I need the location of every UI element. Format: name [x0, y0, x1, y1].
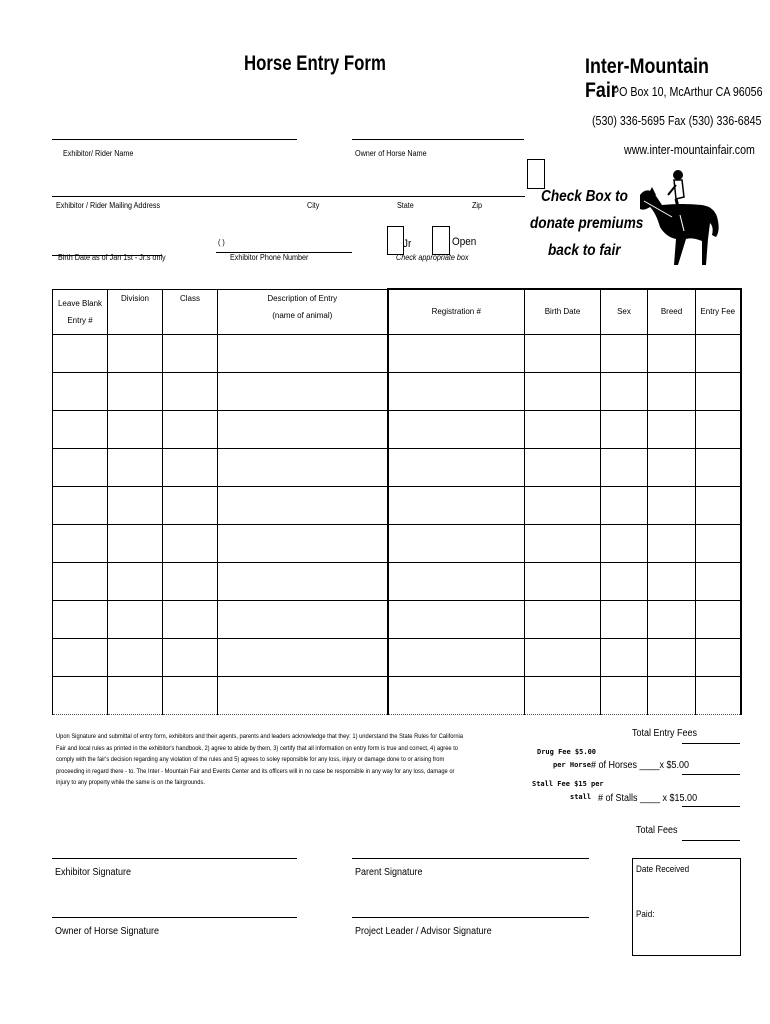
parent-signature-label: Parent Signature: [355, 867, 423, 878]
registration-cell[interactable]: [388, 334, 525, 372]
sex-cell[interactable]: [601, 410, 648, 448]
open-label: Open: [452, 236, 477, 248]
entries-table: [52, 288, 742, 715]
legal-line: Fair and local rules as printed in the exhibitor's handbook, 2) agree to abide by them, 3) certify that all information on entry form is true and correct, 4) agree to: [56, 744, 459, 752]
table-row: [53, 638, 741, 676]
entry-no-cell[interactable]: [53, 600, 108, 638]
birth-date-cell[interactable]: [525, 638, 601, 676]
breed-cell[interactable]: [648, 524, 696, 562]
breed-cell[interactable]: [648, 676, 696, 714]
entry-fee-cell[interactable]: [696, 638, 741, 676]
sex-cell[interactable]: [601, 638, 648, 676]
legal-line: proceeding in regard there - to. The Inter - Mountain Fair and Events Center and its officers will in no case be responsible in any way for any loss, damage or: [56, 767, 455, 775]
division-cell[interactable]: [108, 562, 163, 600]
birth-date-label: Birth Date as of Jan 1st - Jr.s only: [58, 253, 166, 262]
entry-fee-cell[interactable]: [696, 486, 741, 524]
birth-date-cell[interactable]: [525, 524, 601, 562]
birth-date-cell[interactable]: [525, 334, 601, 372]
description-cell[interactable]: [218, 638, 388, 676]
fair-phone: (530) 336-5695 Fax (530) 336-6845: [592, 113, 762, 128]
exhibitor-signature-line[interactable]: [52, 858, 297, 859]
entry-no-cell[interactable]: [53, 524, 108, 562]
col-description: [218, 289, 388, 334]
birth-date-cell[interactable]: [525, 410, 601, 448]
num-horses-label: # of Horses ____x $5.00: [591, 760, 690, 771]
owner-name-label: Owner of Horse Name: [355, 149, 427, 158]
breed-cell[interactable]: [648, 410, 696, 448]
date-received-label: Date Received: [636, 864, 690, 874]
registration-cell[interactable]: [388, 638, 525, 676]
col-class: Class: [163, 289, 218, 334]
registration-cell[interactable]: [388, 524, 525, 562]
class-cell[interactable]: [163, 638, 218, 676]
class-cell[interactable]: [163, 676, 218, 714]
legal-text: [56, 731, 479, 789]
breed-cell[interactable]: [648, 372, 696, 410]
registration-cell[interactable]: [388, 372, 525, 410]
open-checkbox[interactable]: [432, 226, 450, 255]
class-cell[interactable]: [163, 600, 218, 638]
description-cell[interactable]: [218, 600, 388, 638]
drug-fee-per-horse: per Horse: [553, 761, 591, 769]
entry-no-cell[interactable]: [53, 638, 108, 676]
division-cell[interactable]: [108, 486, 163, 524]
table-row: [53, 524, 741, 562]
stall-fee-line[interactable]: [682, 806, 740, 807]
birth-date-cell[interactable]: [525, 600, 601, 638]
parent-signature-line[interactable]: [352, 858, 589, 859]
registration-cell[interactable]: [388, 600, 525, 638]
registration-cell[interactable]: [388, 448, 525, 486]
drug-fee-line[interactable]: [682, 774, 740, 775]
division-cell[interactable]: [108, 638, 163, 676]
owner-signature-line[interactable]: [52, 917, 297, 918]
class-cell[interactable]: [163, 524, 218, 562]
sex-cell[interactable]: [601, 600, 648, 638]
breed-cell[interactable]: [648, 486, 696, 524]
check-appropriate-label: Check appropriate box: [396, 253, 469, 262]
table-row: [53, 410, 741, 448]
entry-fee-cell[interactable]: [696, 562, 741, 600]
city-label: City: [307, 201, 320, 210]
donate-promo-line3: back to fair: [548, 242, 621, 259]
entry-fee-cell[interactable]: [696, 334, 741, 372]
owner-signature-label: Owner of Horse Signature: [55, 926, 160, 937]
sex-cell[interactable]: [601, 562, 648, 600]
breed-cell[interactable]: [648, 448, 696, 486]
description-cell[interactable]: [218, 448, 388, 486]
total-fees-label: Total Fees: [636, 825, 678, 836]
col-breed: Breed: [648, 289, 696, 334]
donate-promo-line1: Check Box to: [541, 188, 628, 205]
description-cell[interactable]: [218, 334, 388, 372]
entry-no-cell[interactable]: [53, 676, 108, 714]
sex-cell[interactable]: [601, 676, 648, 714]
entry-fee-cell[interactable]: [696, 448, 741, 486]
table-row: [53, 600, 741, 638]
registration-cell[interactable]: [388, 676, 525, 714]
legal-line: comply with the fair's decision regarding any violation of the rules and 5) agrees to soley reponsible for any loss, injury or damage done to or arising from: [56, 756, 445, 763]
col-name-of-animal-label: (name of animal): [272, 310, 333, 320]
fair-website: www.inter-mountainfair.com: [624, 142, 755, 157]
table-row: [53, 486, 741, 524]
sex-cell[interactable]: [601, 448, 648, 486]
entry-no-cell[interactable]: [53, 372, 108, 410]
jr-checkbox[interactable]: [387, 226, 404, 255]
entry-no-cell[interactable]: [53, 334, 108, 372]
birth-date-cell[interactable]: [525, 562, 601, 600]
class-cell[interactable]: [163, 448, 218, 486]
division-cell[interactable]: [108, 334, 163, 372]
owner-name-line[interactable]: [352, 139, 524, 140]
description-cell[interactable]: [218, 486, 388, 524]
legal-line: injury to any property while the same is on the fairgrounds.: [56, 779, 205, 786]
sex-cell[interactable]: [601, 524, 648, 562]
exhibitor-name-label: Exhibitor/ Rider Name: [63, 149, 134, 158]
sex-cell[interactable]: [601, 372, 648, 410]
donate-premiums-checkbox[interactable]: [527, 159, 545, 189]
birth-date-cell[interactable]: [525, 372, 601, 410]
breed-cell[interactable]: [648, 562, 696, 600]
entry-fee-cell[interactable]: [696, 676, 741, 714]
total-entry-fees-line[interactable]: [682, 743, 740, 744]
description-cell[interactable]: [218, 524, 388, 562]
stall-fee-per-stall: stall: [570, 793, 592, 801]
legal-line: Upon Signature and submittal of entry form, exhibitors and their agents, parents and leaders acknowledge that they: 1) understand the State Rules for California: [56, 733, 464, 740]
col-leave-blank: [53, 289, 108, 334]
birth-date-cell[interactable]: [525, 676, 601, 714]
division-cell[interactable]: [108, 600, 163, 638]
table-row: [53, 372, 741, 410]
fair-name: Inter-Mountain Fair: [585, 55, 709, 102]
table-row: [53, 676, 741, 714]
state-label: State: [397, 201, 414, 210]
description-cell[interactable]: [218, 562, 388, 600]
registration-cell[interactable]: [388, 562, 525, 600]
fair-address: PO Box 10, McArthur CA 96056: [612, 84, 763, 99]
form-title: Horse Entry Form: [244, 52, 386, 75]
class-cell[interactable]: [163, 486, 218, 524]
sex-cell[interactable]: [601, 334, 648, 372]
col-entry-fee: Entry Fee: [696, 289, 741, 334]
class-cell[interactable]: [163, 562, 218, 600]
col-leave-blank-label: Leave Blank: [57, 298, 103, 308]
table-row: [53, 334, 741, 372]
zip-label: Zip: [472, 201, 483, 210]
donate-promo-line2: donate premiums: [530, 215, 644, 232]
jr-label: Jr: [403, 238, 412, 250]
sex-cell[interactable]: [601, 486, 648, 524]
table-row: [53, 448, 741, 486]
breed-cell[interactable]: [648, 334, 696, 372]
col-sex: Sex: [601, 289, 648, 334]
entry-fee-cell[interactable]: [696, 524, 741, 562]
entry-no-cell[interactable]: [53, 410, 108, 448]
office-use-box: [632, 858, 741, 956]
col-division: Division: [108, 289, 163, 334]
stall-fee-label: Stall Fee $15 per: [532, 780, 604, 788]
project-leader-signature-label: Project Leader / Advisor Signature: [355, 926, 492, 937]
entry-no-cell[interactable]: [53, 486, 108, 524]
phone-parens: ( ): [218, 238, 225, 247]
registration-cell[interactable]: [388, 486, 525, 524]
class-cell[interactable]: [163, 372, 218, 410]
division-cell[interactable]: [108, 676, 163, 714]
mailing-address-label: Exhibitor / Rider Mailing Address: [56, 201, 161, 210]
entry-no-cell[interactable]: [53, 448, 108, 486]
total-fees-line[interactable]: [682, 840, 740, 841]
description-cell[interactable]: [218, 410, 388, 448]
division-cell[interactable]: [108, 372, 163, 410]
description-cell[interactable]: [218, 676, 388, 714]
breed-cell[interactable]: [648, 638, 696, 676]
col-description-label: Description of Entry: [267, 293, 338, 303]
entry-fee-cell[interactable]: [696, 600, 741, 638]
col-registration: Registration #: [388, 289, 525, 334]
table-header-row: [53, 289, 741, 334]
table-row: [53, 562, 741, 600]
drug-fee-label: Drug Fee $5.00: [537, 748, 597, 756]
total-entry-fees-label: Total Entry Fees: [632, 728, 698, 739]
division-cell[interactable]: [108, 410, 163, 448]
division-cell[interactable]: [108, 448, 163, 486]
birth-date-cell[interactable]: [525, 486, 601, 524]
horse-rider-icon: [632, 165, 722, 270]
phone-label: Exhibitor Phone Number: [230, 253, 309, 262]
exhibitor-signature-label: Exhibitor Signature: [55, 867, 132, 878]
exhibitor-name-line[interactable]: [52, 139, 297, 140]
class-cell[interactable]: [163, 410, 218, 448]
description-cell[interactable]: [218, 372, 388, 410]
entry-no-cell[interactable]: [53, 562, 108, 600]
col-entry-no-label: Entry #: [67, 315, 93, 325]
entry-fee-cell[interactable]: [696, 372, 741, 410]
entry-fee-cell[interactable]: [696, 410, 741, 448]
col-birth-date: Birth Date: [525, 289, 601, 334]
division-cell[interactable]: [108, 524, 163, 562]
num-stalls-label: # of Stalls ____ x $15.00: [598, 793, 698, 804]
registration-cell[interactable]: [388, 410, 525, 448]
class-cell[interactable]: [163, 334, 218, 372]
project-leader-signature-line[interactable]: [352, 917, 589, 918]
breed-cell[interactable]: [648, 600, 696, 638]
mailing-address-line[interactable]: [52, 196, 525, 197]
paid-label: Paid:: [636, 909, 655, 919]
birth-date-cell[interactable]: [525, 448, 601, 486]
